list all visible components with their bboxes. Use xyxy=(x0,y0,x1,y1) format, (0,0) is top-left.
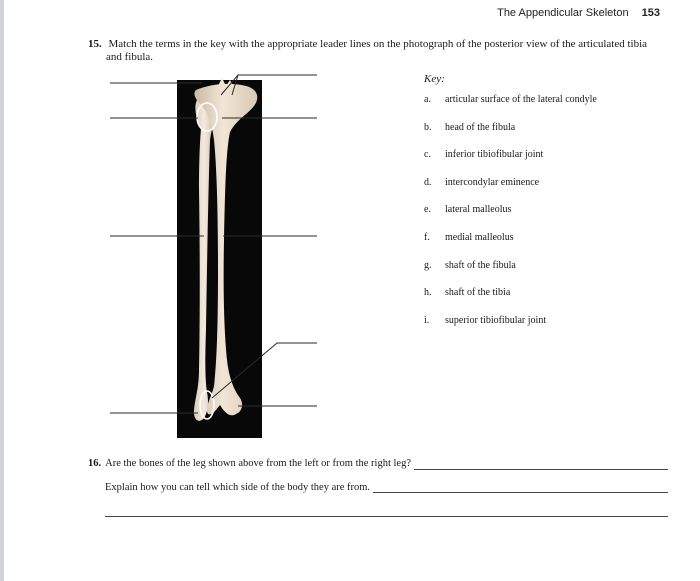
key-item xyxy=(424,177,597,205)
question-text-continued: and fibula. xyxy=(106,51,154,63)
key-item xyxy=(424,287,597,315)
key-term: medial malleolus xyxy=(445,231,514,243)
key-item xyxy=(424,122,597,150)
key-letter: d. xyxy=(424,176,432,188)
key-letter: g. xyxy=(424,259,432,271)
answer-line-extra[interactable] xyxy=(105,516,668,517)
key-item xyxy=(424,315,597,343)
key-title: Key: xyxy=(424,73,445,85)
explain-prompt xyxy=(105,482,668,493)
answer-line-side[interactable] xyxy=(414,459,668,470)
question-text: Are the bones of the leg shown above from the left or from the right leg? xyxy=(105,458,411,469)
key-term: head of the fibula xyxy=(445,121,516,133)
key-letter: h. xyxy=(424,287,432,299)
chapter-title: The Appendicular Skeleton xyxy=(497,7,629,19)
key-term: superior tibiofibular joint xyxy=(445,314,547,326)
key-letter: i. xyxy=(424,314,430,326)
key-term: articular surface of the lateral condyle xyxy=(445,94,597,105)
question-number: 16. xyxy=(88,458,102,469)
key-term: shaft of the tibia xyxy=(445,287,511,299)
key-item xyxy=(424,232,597,260)
key-letter: a. xyxy=(424,94,431,105)
key-list xyxy=(424,94,597,342)
key-item xyxy=(424,94,597,122)
key-letter: b. xyxy=(424,121,432,133)
key-letter: c. xyxy=(424,149,431,161)
key-letter: f. xyxy=(424,231,430,243)
question-16 xyxy=(88,457,668,470)
key-term: lateral malleolus xyxy=(445,204,512,216)
question-number: 15. xyxy=(88,38,102,50)
key-letter: e. xyxy=(424,204,431,216)
explain-text: Explain how you can tell which side of the body they are from. xyxy=(105,482,371,493)
key-term: shaft of the fibula xyxy=(445,259,516,271)
key-item xyxy=(424,149,597,177)
key-item xyxy=(424,260,597,288)
answer-line-explain[interactable] xyxy=(373,482,668,493)
key-term: inferior tibiofibular joint xyxy=(445,149,544,161)
key-term: intercondylar eminence xyxy=(445,176,540,188)
question-text: Match the terms in the key with the appropriate leader lines on the photograph of the posterior view of the articulated tibia xyxy=(108,38,648,50)
page-number: 153 xyxy=(641,7,660,19)
key-item xyxy=(424,204,597,232)
